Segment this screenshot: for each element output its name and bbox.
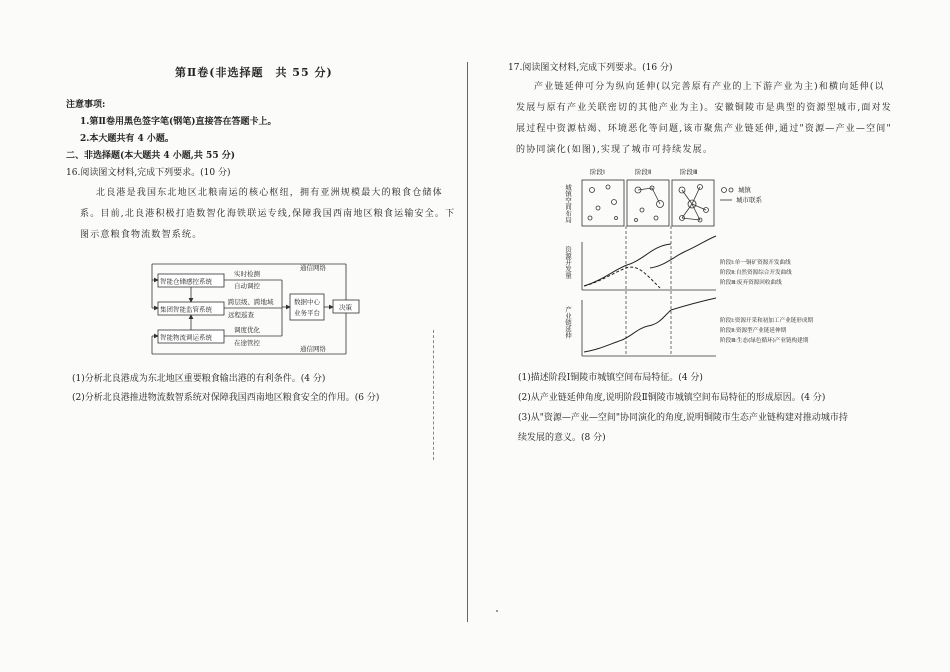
platform-label-1: 数据中心 (294, 298, 320, 306)
sys3-label: 智能物流调运系统 (160, 333, 212, 342)
q17-para-line: 的协同演化(如图),实现了城市可持续发展。 (516, 145, 714, 155)
q17-sub3-cont: 续发展的意义。(8 分) (518, 433, 606, 443)
label-realtime: 实时检测 (234, 270, 260, 278)
sys2-label: 集团智能监管系统 (160, 305, 212, 314)
notice-header: 注意事项: (66, 100, 106, 110)
label-transit: 在途管控 (234, 339, 260, 347)
fold-guide (433, 330, 434, 460)
q16-stem: 16.阅读图文材料,完成下列要求。(10 分) (66, 168, 231, 178)
q17-stem: 17.阅读图文材料,完成下列要求。(16 分) (508, 63, 673, 73)
mid-note: 阶段Ⅱ:自然资源综合开发曲线 (720, 270, 792, 276)
label-remote: 远程巡查 (228, 311, 254, 319)
notice-item: 1.第Ⅱ卷用黑色签字笔(钢笔)直接答在答题卡上。 (80, 117, 277, 127)
q16-sub1: (1)分析北良港成为东北地区重要粮食输出港的有利条件。(4 分) (72, 374, 326, 384)
platform-label-2: 业务平台 (294, 309, 320, 317)
bot-note: 阶段Ⅱ:资源型产业链延伸期 (720, 328, 787, 334)
decision-label: 决策 (339, 303, 352, 312)
q17-para-line: 展过程中资源枯竭、环境恶化等问题,该市聚焦产业链延伸,通过"资源—产业—空间" (516, 124, 892, 134)
resource-industry-space-figure (560, 160, 860, 365)
stage-label: 阶段Ⅲ (680, 168, 698, 176)
section-title: 第Ⅱ卷(非选择题 共 55 分) (175, 66, 333, 79)
stage-label: 阶段Ⅰ (590, 168, 605, 176)
stage2-box (627, 180, 669, 226)
part-header: 二、非选择题(本大题共 4 小题,共 55 分) (66, 151, 235, 161)
q16-para-line: 北良港是我国东北地区北粮南运的核心枢纽，拥有亚洲规模最大的粮食仓储体 (96, 188, 443, 198)
column-divider (467, 62, 468, 622)
ylabel-mid: 资源开发量 (564, 246, 572, 279)
q17-para-line: 产业链延伸可分为纵向延伸(以完善原有产业的上下游产业为主)和横向延伸(以 (534, 82, 885, 92)
label-schedule: 调度优化 (234, 326, 260, 334)
q16-para-line: 系。目前,北良港积极打造数智化海铁联运专线,保障我国西南地区粮食运输安全。下 (80, 209, 456, 219)
legend-link: 城市联系 (736, 196, 762, 204)
scan-speck (496, 610, 498, 612)
grain-logistics-diagram (150, 258, 375, 358)
q17-sub2: (2)从产业链延伸角度,说明阶段Ⅱ铜陵市城镇空间布局特征的形成原因。(4 分) (518, 393, 826, 403)
q17-sub3: (3)从"资源—产业—空间"协同演化的角度,说明铜陵市生态产业链构建对推动城市持 (518, 413, 848, 423)
label-cross: 跨层级、跨地域 (228, 298, 274, 306)
net-top-label: 通信网络 (300, 264, 326, 272)
mid-note: 阶段Ⅲ:废弃资源回收曲线 (720, 280, 782, 286)
ylabel-bot: 产业链延伸 (564, 306, 572, 339)
ylabel-top: 城镇空间布局 (564, 184, 572, 223)
q16-para-line: 图示意粮食物流数智系统。 (80, 230, 203, 240)
sys1-label: 智能仓储感控系统 (160, 277, 212, 286)
bot-note: 阶段Ⅰ:资源开采和初加工产业链形成期 (720, 318, 814, 324)
q17-sub1: (1)描述阶段Ⅰ铜陵市城镇空间布局特征。(4 分) (518, 373, 703, 383)
notice-item: 2.本大题共有 4 小题。 (80, 134, 174, 144)
stage-label: 阶段Ⅱ (635, 168, 652, 176)
legend-town: 城镇 (738, 186, 751, 194)
mid-note: 阶段Ⅰ:单一铜矿资源开发曲线 (720, 260, 791, 266)
bot-note: 阶段Ⅲ:生态(绿色循环)产业链构建期 (720, 338, 809, 344)
label-auto: 自动调控 (234, 282, 260, 290)
q17-para-line: 发展与原有产业关联密切的其他产业为主)。安徽铜陵市是典型的资源型城市,面对发 (516, 103, 892, 113)
q16-sub2: (2)分析北良港推进物流数智系统对保障我国西南地区粮食安全的作用。(6 分) (72, 393, 380, 403)
net-bottom-label: 通信网络 (300, 345, 326, 353)
